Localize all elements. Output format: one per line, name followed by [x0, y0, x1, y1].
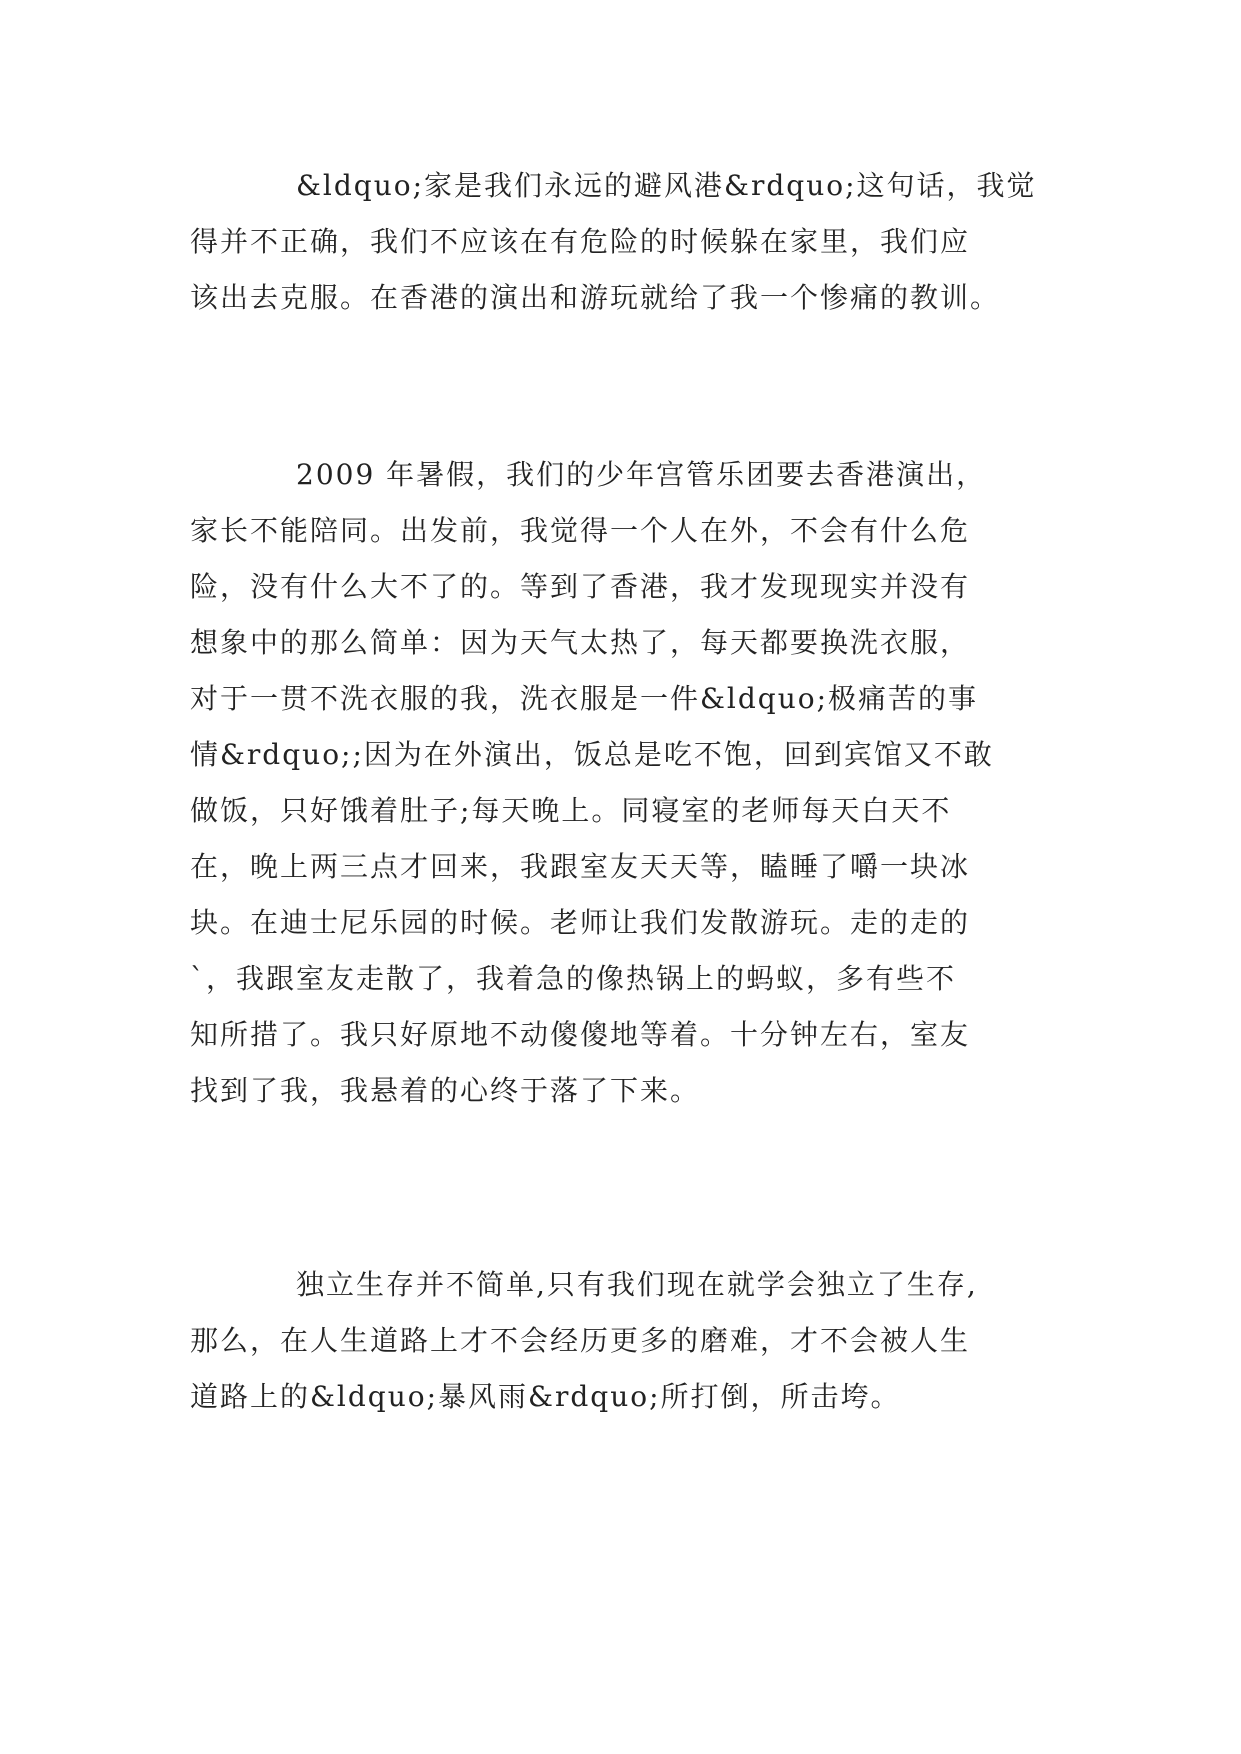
- text-line: 想象中的那么简单：因为天气太热了，每天都要换洗衣服，: [190, 626, 971, 659]
- text-line: 该出去克服。在香港的演出和游玩就给了我一个惨痛的教训。: [190, 281, 1001, 314]
- text-line: 道路上的&ldquo;暴风雨&rdquo;所打倒，所击垮。: [190, 1380, 901, 1413]
- paragraph-2: [190, 447, 1070, 1119]
- text-line: 在，晚上两三点才回来，我跟室友天天等，瞌睡了嚼一块冰: [190, 850, 971, 883]
- text-line: 2009 年暑假，我们的少年宫管乐团要去香港演出，: [296, 458, 987, 491]
- text-line: 找到了我，我悬着的心终于落了下来。: [190, 1074, 701, 1107]
- text-line: 独立生存并不简单,只有我们现在就学会独立了生存,: [296, 1268, 978, 1301]
- text-line: 做饭，只好饿着肚子;每天晚上。同寝室的老师每天白天不: [190, 794, 952, 827]
- text-line: `，我跟室友走散了，我着急的像热锅上的蚂蚁，多有些不: [190, 962, 957, 995]
- text-line: 情&rdquo;;因为在外演出，饭总是吃不饱，回到宾馆又不敢: [190, 738, 994, 771]
- text-line: 知所措了。我只好原地不动傻傻地等着。十分钟左右，室友: [190, 1018, 971, 1051]
- text-line: 那么，在人生道路上才不会经历更多的磨难，才不会被人生: [190, 1324, 971, 1357]
- paragraph-3: [190, 1257, 1070, 1425]
- text-line: 得并不正确，我们不应该在有危险的时候躲在家里，我们应: [190, 225, 971, 258]
- text-line: 对于一贯不洗衣服的我，洗衣服是一件&ldquo;极痛苦的事: [190, 682, 979, 715]
- text-line: &ldquo;家是我们永远的避风港&rdquo;这句话，我觉: [296, 169, 1037, 202]
- text-line: 家长不能陪同。出发前，我觉得一个人在外，不会有什么危: [190, 514, 971, 547]
- paragraph-1: [190, 158, 1070, 326]
- text-line: 险，没有什么大不了的。等到了香港，我才发现现实并没有: [190, 570, 971, 603]
- text-line: 块。在迪士尼乐园的时候。老师让我们发散游玩。走的走的: [190, 906, 971, 939]
